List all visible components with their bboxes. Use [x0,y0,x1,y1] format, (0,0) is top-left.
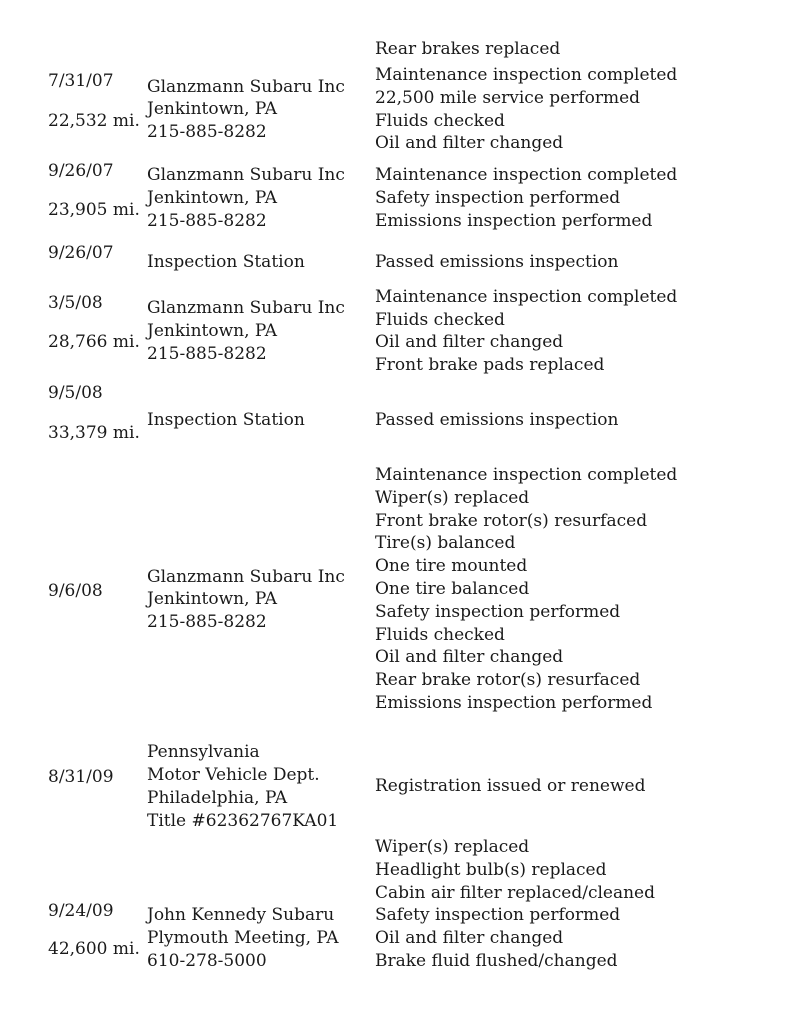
record-date: 9/6/08 [48,581,103,601]
service-item: One tire mounted [375,556,528,576]
source-line: Glanzmann Subaru Inc [147,567,345,587]
record-date: 8/31/09 [48,767,114,787]
source-line: Jenkintown, PA [147,321,278,341]
service-item: Wiper(s) replaced [375,837,530,857]
record-date: 9/5/08 [48,383,103,403]
service-item: Fluids checked [375,625,505,645]
source-line: 215-885-8282 [147,211,267,231]
service-item: Rear brakes replaced [375,39,561,59]
service-item: Oil and filter changed [375,332,564,352]
source-line: Inspection Station [147,252,305,272]
record-date: 7/31/07 [48,71,114,91]
service-item: Maintenance inspection completed [375,287,678,307]
service-item: Emissions inspection performed [375,693,653,713]
service-item: Maintenance inspection completed [375,465,678,485]
service-item: Emissions inspection performed [375,211,653,231]
source-line: Glanzmann Subaru Inc [147,298,345,318]
service-item: Passed emissions inspection [375,252,619,272]
record-date: 9/24/09 [48,901,114,921]
source-line: Title #62362767KA01 [147,811,339,831]
service-item: One tire balanced [375,579,530,599]
service-item: Safety inspection performed [375,188,621,208]
service-item: Safety inspection performed [375,602,621,622]
source-line: Plymouth Meeting, PA [147,928,339,948]
source-line: 215-885-8282 [147,344,267,364]
record-mileage: 28,766 mi. [48,332,140,352]
record-date: 9/26/07 [48,243,114,263]
source-line: Motor Vehicle Dept. [147,765,320,785]
service-item: Brake fluid flushed/changed [375,951,618,971]
source-line: 215-885-8282 [147,612,267,632]
service-item: Rear brake rotor(s) resurfaced [375,670,641,690]
service-item: Passed emissions inspection [375,410,619,430]
record-mileage: 33,379 mi. [48,423,140,443]
service-item: Fluids checked [375,111,505,131]
record-date: 3/5/08 [48,293,103,313]
record-mileage: 42,600 mi. [48,939,140,959]
record-date: 9/26/07 [48,161,114,181]
source-line: Jenkintown, PA [147,188,278,208]
service-item: Maintenance inspection completed [375,165,678,185]
source-line: 610-278-5000 [147,951,267,971]
service-item: Oil and filter changed [375,928,564,948]
service-item: Oil and filter changed [375,133,564,153]
source-line: Glanzmann Subaru Inc [147,165,345,185]
source-line: Philadelphia, PA [147,788,288,808]
source-line: Jenkintown, PA [147,99,278,119]
service-item: Oil and filter changed [375,647,564,667]
service-item: Maintenance inspection completed [375,65,678,85]
source-line: 215-885-8282 [147,122,267,142]
source-line: Inspection Station [147,410,305,430]
source-line: John Kennedy Subaru [147,905,335,925]
service-item: Tire(s) balanced [375,533,516,553]
record-mileage: 23,905 mi. [48,200,140,220]
service-item: Headlight bulb(s) replaced [375,860,607,880]
record-mileage: 22,532 mi. [48,111,140,131]
service-item: Front brake pads replaced [375,355,605,375]
service-item: Registration issued or renewed [375,776,646,796]
source-line: Glanzmann Subaru Inc [147,77,345,97]
service-item: Wiper(s) replaced [375,488,530,508]
service-item: Safety inspection performed [375,905,621,925]
service-item: Cabin air filter replaced/cleaned [375,883,655,903]
service-item: Fluids checked [375,310,505,330]
service-item: Front brake rotor(s) resurfaced [375,511,648,531]
source-line: Pennsylvania [147,742,260,762]
service-item: 22,500 mile service performed [375,88,641,108]
source-line: Jenkintown, PA [147,589,278,609]
